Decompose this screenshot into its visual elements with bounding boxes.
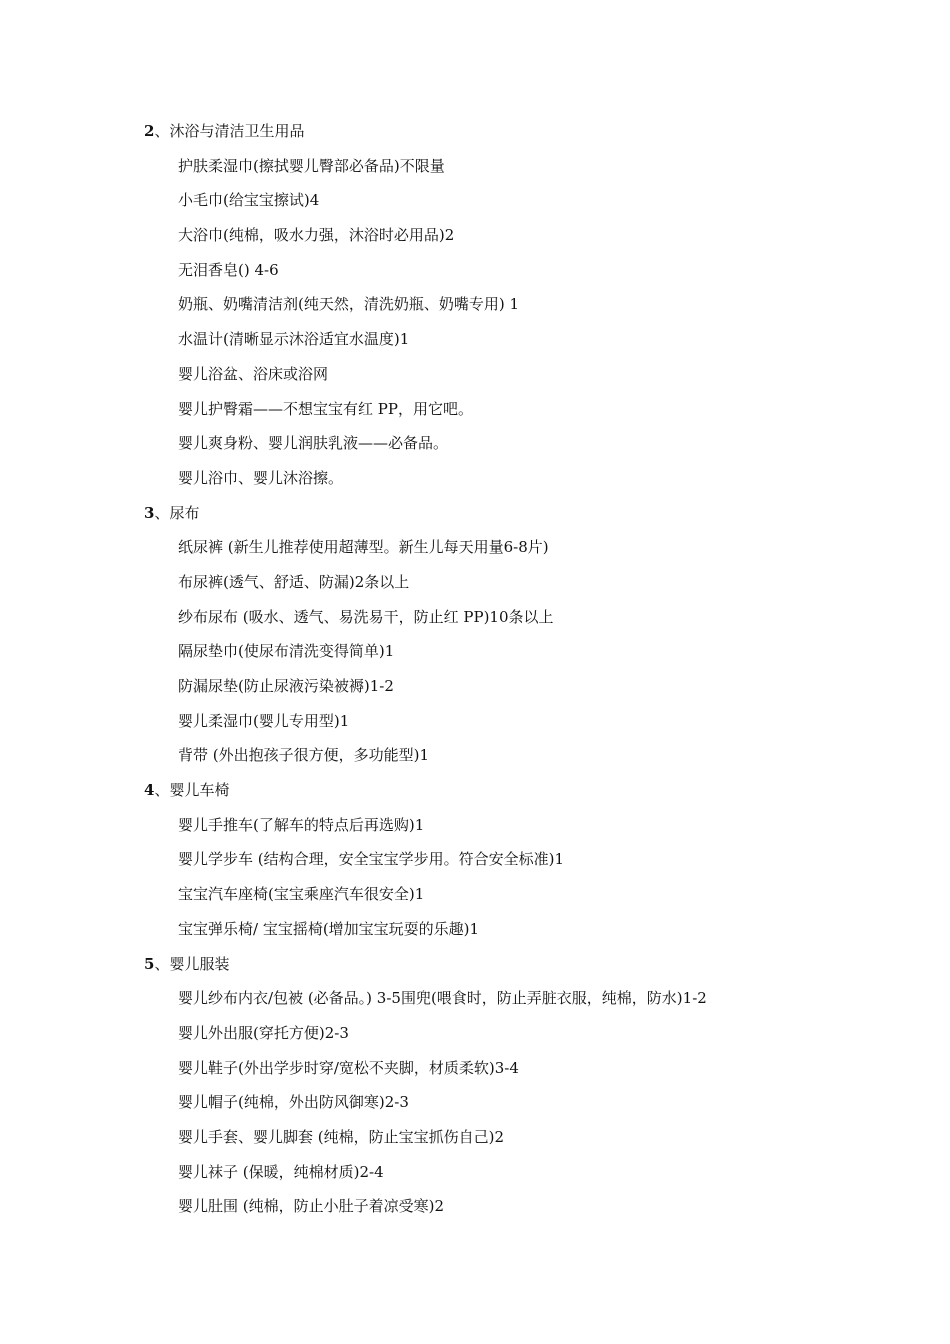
section-number: 2	[144, 122, 155, 140]
list-item: 宝宝弹乐椅/ 宝宝摇椅(增加宝宝玩耍的乐趣)1	[178, 919, 480, 938]
section-heading	[144, 775, 904, 810]
list-item: 护肤柔湿巾(擦拭婴儿臀部必备品)不限量	[178, 156, 445, 175]
section-title: 、婴儿车椅	[154, 781, 230, 800]
list-item: 婴儿鞋子(外出学步时穿/宽松不夹脚，材质柔软)3-4	[178, 1058, 519, 1077]
list-item: 婴儿纱布内衣/包被 (必备品。) 3-5围兜(喂食时，防止弄脏衣服，纯棉，防水)1-2	[178, 989, 707, 1008]
section-number: 3	[144, 503, 155, 522]
section-heading	[144, 498, 904, 533]
list-item: 婴儿浴盆、浴床或浴网	[178, 364, 329, 383]
list-item: 婴儿肚围 (纯棉，防止小肚子着凉受寒)2	[178, 1197, 445, 1216]
document-content	[144, 116, 904, 1226]
list-item: 无泪香皂() 4-6	[178, 260, 279, 279]
list-item: 背带 (外出抱孩子很方便，多功能型)1	[178, 746, 430, 765]
list-item: 大浴巾(纯棉，吸水力强，沐浴时必用品)2	[178, 226, 455, 245]
list-item: 婴儿袜子 (保暖，纯棉材质)2-4	[178, 1162, 384, 1181]
section-title: 、婴儿服装	[154, 954, 230, 973]
list-item: 婴儿柔湿巾(婴儿专用型)1	[178, 711, 350, 730]
list-item: 防漏尿垫(防止尿液污染被褥)1-2	[178, 677, 394, 695]
list-item: 婴儿外出服(穿托方便)2-3	[178, 1023, 349, 1042]
list-item: 纸尿裤 (新生儿推荐使用超薄型。新生儿每天用量6-8片)	[178, 538, 549, 557]
list-item: 婴儿学步车 (结构合理，安全宝宝学步用。符合安全标准)1	[178, 850, 565, 869]
list-item: 水温计(清晰显示沐浴适宜水温度)1	[178, 330, 410, 349]
list-item: 婴儿浴巾、婴儿沐浴擦。	[178, 468, 344, 487]
list-item: 小毛巾(给宝宝擦试)4	[178, 191, 320, 210]
section-title: 、尿布	[154, 503, 200, 522]
list-item: 布尿裤(透气、舒适、防漏)2条以上	[178, 572, 410, 591]
list-item: 婴儿爽身粉、婴儿润肤乳液——必备品。	[178, 434, 449, 453]
list-item: 纱布尿布 (吸水、透气、易洗易干，防止红 PP)10条以上	[178, 607, 554, 626]
section-number: 4	[144, 781, 155, 800]
list-item: 婴儿手推车(了解车的特点后再选购)1	[178, 815, 425, 834]
list-item: 宝宝汽车座椅(宝宝乘座汽车很安全)1	[178, 885, 425, 904]
list-item: 婴儿手套、婴儿脚套 (纯棉，防止宝宝抓伤自己)2	[178, 1127, 505, 1146]
list-item: 奶瓶、奶嘴清洁剂(纯天然，清洗奶瓶、奶嘴专用) 1	[178, 295, 520, 314]
section-heading	[144, 949, 904, 984]
section-title: 、沐浴与清洁卫生用品	[154, 122, 305, 140]
section-number: 5	[144, 954, 155, 973]
list-item: 隔尿垫巾(使尿布清洗变得简单)1	[178, 642, 395, 661]
list-item: 婴儿护臀霜——不想宝宝有红 PP，用它吧。	[178, 399, 473, 418]
list-item: 婴儿帽子(纯棉，外出防风御寒)2-3	[178, 1093, 409, 1112]
section-heading	[144, 116, 904, 151]
